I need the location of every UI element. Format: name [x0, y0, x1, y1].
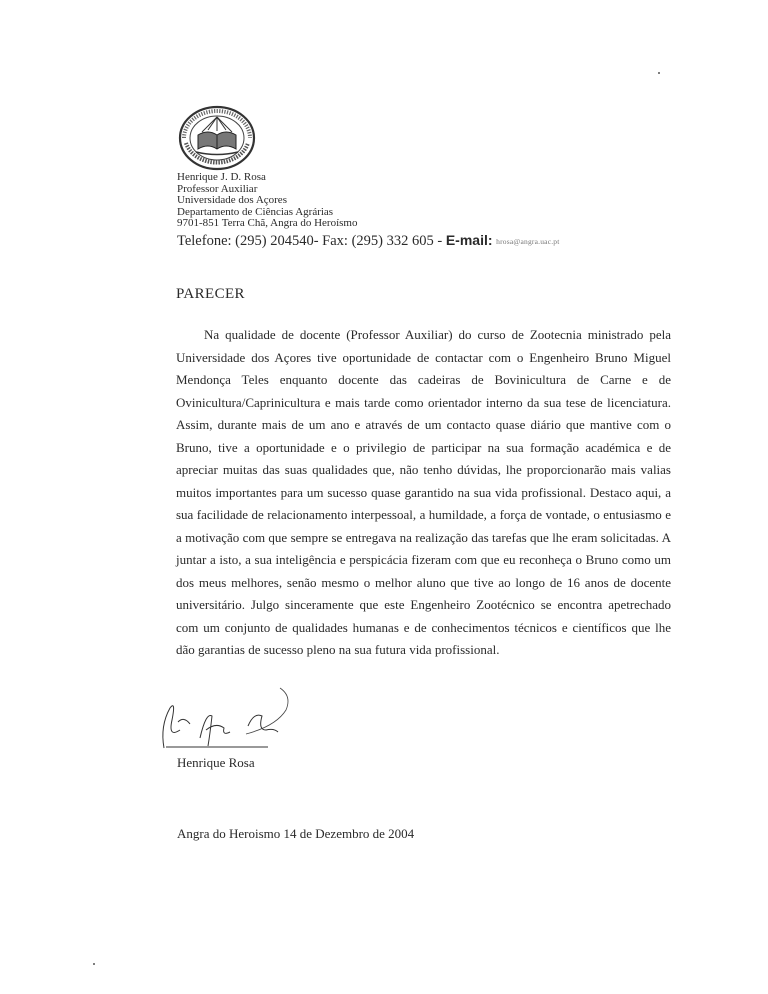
fax-label: Fax: [322, 232, 348, 249]
body-paragraph: Na qualidade de docente (Professor Auxiliar) do curso de Zootecnia ministrado pela Universidade dos Açores tive oportunidade de contactar com o Engenheiro Bruno Miguel Mendonça Teles enquanto docente das cadeiras de Bovinicultura de Carne e de Ovinicultura/Caprinicultura e mais tarde como orientador interno da sua tese de licenciatura. Assim, durante mais de um ano e através de um contacto quase diário que mantive com o Bruno, tive a oportunidade e o privilegio de participar na sua formação académica e de apreciar muitas das suas qualidades que, não tenho dúvidas, lhe proporcionarão mais valias muitos importantes para um sucesso quase garantido na sua vida profissional. Destaco aqui, a sua facilidade de relacionamento interpessoal, a humildade, a força de vontade, o entusiasmo e a motivação com que sempre se entregava na realização das tarefas que lhe eram solicitadas. A juntar a isto, a sua inteligência e perspicácia fizeram com que eu reconheça o Bruno como um dos meus melhores, senão mesmo o melhor aluno que tive ao longo de 16 anos de docente universitário. Julgo sinceramente que este Engenheiro Zootécnico se encontra apetrechado com um conjunto de qualidades humanas e de conhecimentos técnicos e científicos que lhe dão garantias de sucesso pleno na sua futura vida profissional. [176, 327, 671, 657]
letter-body [176, 324, 671, 662]
phone-label: Telefone: [177, 232, 232, 249]
contact-line [177, 231, 677, 251]
university-seal-logo [178, 105, 256, 171]
email-label: E-mail: [445, 231, 493, 248]
letterhead [177, 172, 677, 251]
fax-number: (295) 332 605 - [351, 232, 443, 249]
place-and-date: Angra do Heroismo 14 de Dezembro de 2004 [177, 826, 415, 841]
email-address: hrosa@angra.uac.pt [496, 236, 560, 246]
handwritten-signature [150, 686, 320, 756]
sender-department: Departamento de Ciências Agrárias [177, 205, 334, 218]
sender-name: Henrique J. D. Rosa [177, 171, 266, 183]
sender-position: Professor Auxiliar [177, 182, 258, 195]
sender-university: Universidade dos Açores [177, 194, 287, 207]
scan-speck [658, 72, 660, 74]
signatory-name: Henrique Rosa [177, 755, 255, 770]
document-heading: PARECER [176, 286, 245, 302]
scan-speck [93, 963, 95, 965]
phone-number: (295) 204540- [235, 232, 319, 249]
sender-address: 9701-851 Terra Chã, Angra do Heroísmo [177, 217, 358, 230]
